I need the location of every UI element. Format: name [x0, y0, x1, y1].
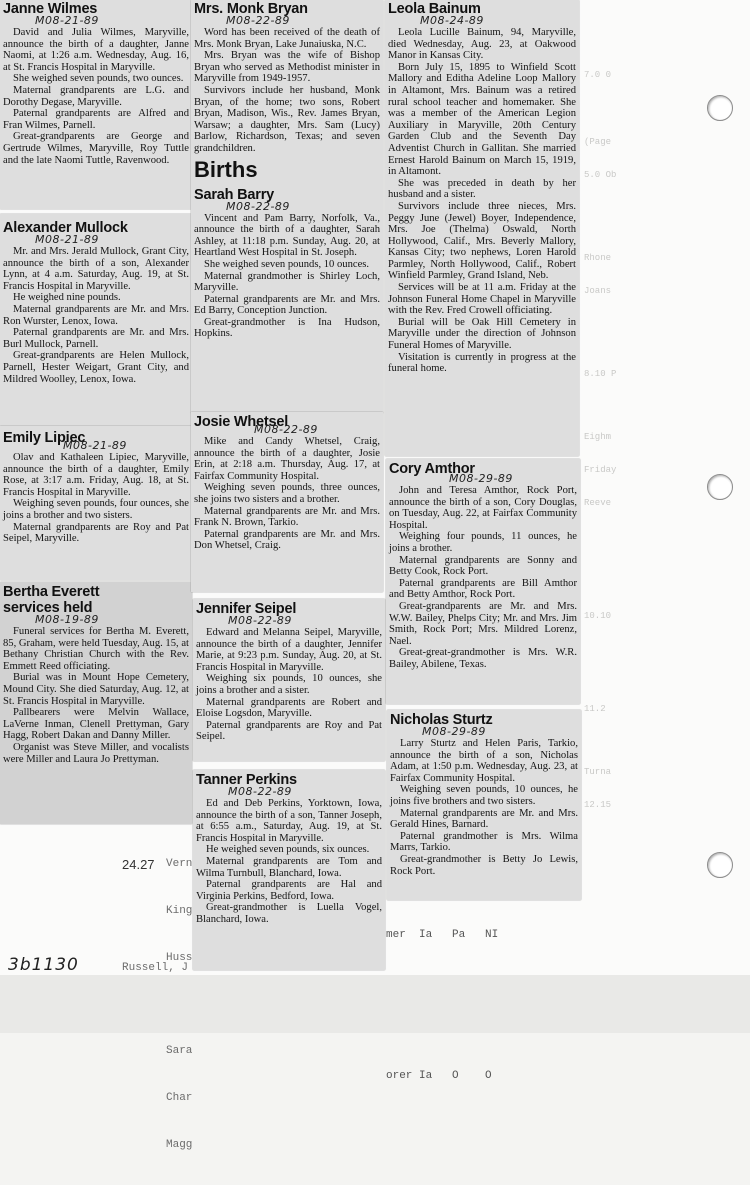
paragraph: Paternal grandparents are Mr. and Mrs. Don Whetsel, Craig.	[194, 528, 380, 552]
paragraph: Great-grandparents are Helen Mullock, Parnell, Hester Weigart, Grant City, and Mildred Woolley, Lenox, Iowa.	[3, 350, 189, 385]
clipping-seipel	[193, 599, 385, 761]
paragraph: Maternal grandparents are Robert and Eloise Logsdon, Maryville.	[196, 696, 382, 720]
clipping-title: Cory Amthor	[389, 461, 475, 477]
paragraph: Paternal grandparents are Bill Amthor and Betty Amthor, Rock Port.	[389, 577, 577, 601]
under-name: Russell, J	[122, 962, 189, 975]
paragraph: Paternal grandparents are Roy and Pat Seipel.	[196, 719, 382, 743]
paragraph: Visitation is currently in progress at the funeral home.	[388, 351, 576, 375]
paragraph: Maternal grandparents are L.G. and Dorothy Degase, Maryville.	[3, 84, 189, 108]
handwritten-date: M08-22-89	[226, 199, 290, 213]
bleed-line: Turna	[584, 767, 612, 777]
clipping-title: Nicholas Sturtz	[390, 712, 493, 728]
paragraph: She weighed seven pounds, 10 ounces.	[204, 258, 370, 270]
clipping-title: Tanner Perkins	[196, 772, 297, 788]
clipping-title: Emily Lipiec	[3, 430, 86, 446]
paragraph: Vincent and Pam Barry, Norfolk, Va., announce the birth of a daughter, Sarah Ashley, at 11:18 p.m. Sunday, Aug. 20, at Heartland West Hospital in St. Joseph.	[194, 212, 380, 259]
bleed-line: 5.0 Ob	[584, 170, 617, 180]
clipping-bryan	[191, 0, 383, 413]
scan-background	[0, 975, 750, 1033]
under-name: Huss	[166, 951, 193, 964]
paragraph: Mrs. Bryan was the wife of Bishop Bryan who served as Methodist minister in Maryville from 1949-1957.	[194, 50, 380, 85]
paragraph: Paternal grandmother is Mrs. Wilma Marrs, Tarkio.	[390, 830, 578, 854]
clipping-title-line2: services held	[3, 600, 93, 616]
punch-hole	[707, 474, 733, 500]
paragraph: Weighing seven pounds, four ounces, she joins a brother and two sisters.	[3, 498, 189, 521]
paragraph: Paternal grandparents are Hal and Virginia Perkins, Bedford, Iowa.	[196, 879, 382, 902]
under-row: orer Ia O O	[386, 1069, 492, 1082]
bleed-line: Eighm	[584, 432, 612, 442]
paragraph: She was preceded in death by her husband and a sister.	[388, 177, 576, 201]
clipping-title: Sarah Barry	[194, 186, 275, 203]
clipping-title: Alexander Mullock	[3, 220, 128, 236]
handwritten-date: M08-21-89	[35, 233, 99, 246]
paragraph: Paternal grandparents are Mr. and Mrs. Ed Barry, Conception Junction.	[194, 293, 380, 317]
clipping-amthor	[386, 459, 580, 704]
paragraph: Weighing four pounds, 11 ounces, he joins a brother.	[389, 531, 577, 554]
bleed-line: Rhone	[584, 253, 612, 263]
paragraph: Survivors include her husband, Monk Bryan, of the home; two sons, Robert Bryan, Madison, Wis., Rev. James Bryan, Warsaw; a daughter, Mrs. Sam (Lucy) Barlow, Richardson, Texas; and seven grandchildren.	[194, 84, 380, 154]
handwritten-date: M08-24-89	[420, 14, 484, 27]
paragraph: Mike and Candy Whetsel, Craig, announce the birth of a daughter, Josie Erin, at 2:18 a.m. Thursday, Aug. 17, at Fairfax Community Hospital.	[194, 436, 380, 482]
paragraph: John and Teresa Amthor, Rock Port, announce the birth of a son, Cory Douglas, on Tuesday, Aug. 22, at Fairfax Community Hospital.	[389, 485, 577, 531]
handwritten-date: M08-22-89	[226, 14, 290, 27]
paragraph: Ed and Deb Perkins, Yorktown, Iowa, announce the birth of a son, Tanner Joseph, at 6:55 a.m., Saturday, Aug. 19, at St. Francis Hospital in Maryville.	[196, 798, 382, 844]
paragraph: David and Julia Wilmes, Maryville, announce the birth of a daughter, Janne Naomi, at 1:26 a.m. Wednesday, Aug. 16, at St. Francis Hospital in Maryville.	[3, 27, 189, 73]
clipping-bainum	[385, 0, 579, 456]
bleed-line: 10.10	[584, 611, 612, 621]
under-number: 24.27	[122, 857, 155, 872]
paragraph: Great-grandmother is Ina Hudson, Hopkins.	[194, 316, 380, 340]
under-name: Magg	[166, 1138, 193, 1151]
paragraph: Paternal grandparents are Mr. and Mrs. Burl Mullock, Parnell.	[3, 327, 189, 350]
paragraph: Great-grandmother is Luella Vogel, Blanchard, Iowa.	[196, 902, 382, 925]
bleed-line: Friday	[584, 465, 617, 475]
paragraph: Weighing six pounds, 10 ounces, she joins a brother and a sister.	[196, 673, 382, 696]
clipping-title: Bertha Everett	[3, 584, 100, 600]
bleed-line: (Page	[584, 137, 612, 147]
paragraph: He weighed nine pounds.	[13, 292, 121, 304]
handwritten-date: M08-22-89	[228, 785, 292, 798]
clipping-title: Mrs. Monk Bryan	[194, 1, 308, 17]
bleed-line: 12.15	[584, 800, 612, 810]
paragraph: Larry Sturtz and Helen Paris, Tarkio, announce the birth of a son, Nicholas Adam, at 1:50 p.m. Wednesday, Aug. 23, at Fairfax Community Hospital.	[390, 738, 578, 784]
paragraph: Great-grandmother is Betty Jo Lewis, Rock Port.	[390, 853, 578, 877]
under-name: Vern	[166, 858, 193, 871]
clipping-perkins	[193, 770, 385, 970]
paragraph: Services will be at 11 a.m. Friday at the Johnson Funeral Home Chapel in Maryville with the Rev. Fred Crowell officiating.	[388, 282, 576, 317]
clipping-title: Leola Bainum	[388, 1, 481, 17]
paragraph: Maternal grandparents are Mr. and Mrs. Gerald Hines, Barnard.	[390, 807, 578, 831]
clipping-mullock	[0, 214, 192, 432]
handwritten-date: M08-19-89	[35, 613, 99, 626]
paragraph: Survivors include three nieces, Mrs. Peggy June (Jewel) Boyer, Independence, Mrs. Joe (Thelma) Oswald, North Hollywood, Calif., Mrs. Beverly Mallory, Kansas City; two nephews, Loren Harold Parmley, North Hollywood, Calif., Robert Winfield Parmley, Grand Island, Neb.	[388, 200, 576, 282]
paragraph: Funeral services for Bertha M. Everett, 85, Graham, were held Tuesday, Aug. 15, at Bethany Christian Church with the Rev. Emmett Reed officiating.	[3, 626, 189, 672]
paragraph: Word has been received of the death of Mrs. Monk Bryan, Lake Junaiuska, N.C.	[194, 27, 380, 50]
paragraph: Paternal grandparents are Alfred and Fran Wilmes, Parnell.	[3, 108, 189, 131]
paragraph: Mr. and Mrs. Jerald Mullock, Grant City, announce the birth of a son, Alexander Lynn, at 4 a.m. Saturday, Aug. 19, at St. Francis Hospital in Maryville.	[3, 246, 189, 292]
bleed-through-text	[584, 48, 616, 833]
bleed-line: Joans	[584, 286, 612, 296]
paragraph: Weighing seven pounds, three ounces, she joins two sisters and a brother.	[194, 482, 380, 505]
paragraph: He weighed seven pounds, six ounces.	[206, 844, 370, 856]
clipping-title: Janne Wilmes	[3, 1, 98, 17]
paragraph: Burial will be Oak Hill Cemetery in Maryville under the direction of Johnson Funeral Homes of Maryville.	[388, 316, 576, 352]
page-number: 3b1130	[8, 955, 79, 975]
under-row: mer Ia Pa NI	[386, 929, 499, 942]
handwritten-date: M08-21-89	[35, 14, 99, 27]
handwritten-date: M08-22-89	[254, 423, 318, 436]
under-name: Char	[166, 1092, 193, 1105]
clipping-wilmes	[0, 0, 192, 209]
paragraph: Great-grandparents are Mr. and Mrs. W.W. Bailey, Phelps City; Mr. and Mrs. Jim Smith, Rock Port; Mrs. Mildred Lorenz, Nael.	[389, 600, 577, 647]
under-name: Sara	[166, 1045, 193, 1058]
handwritten-date: M08-22-89	[228, 614, 292, 627]
births-heading: Births	[194, 156, 258, 182]
paragraph: Pallbearers were Melvin Wallace, LaVerne Inman, Clenell Prettyman, Gary Hagg, Robert Dakan and Danny Miller.	[3, 707, 189, 742]
paragraph: Maternal grandparents are Roy and Pat Seipel, Maryville.	[3, 521, 189, 545]
under-name: King	[166, 904, 193, 917]
handwritten-date: M08-29-89	[449, 472, 513, 485]
paragraph: Great-great-grandmother is Mrs. W.R. Bailey, Abilene, Texas.	[389, 647, 577, 670]
paragraph: Maternal grandparents are Tom and Wilma Turnbull, Blanchard, Iowa.	[196, 855, 382, 879]
clipping-whetsel	[191, 412, 383, 592]
bleed-line: 8.10 P	[584, 369, 617, 379]
paragraph: Maternal grandparents are Mr. and Mrs. Ron Wurster, Lenox, Iowa.	[3, 303, 189, 327]
bleed-line: 11.2	[584, 704, 606, 714]
handwritten-date: M08-21-89	[63, 439, 127, 452]
paragraph: Weighing seven pounds, 10 ounces, he joins five brothers and two sisters.	[390, 784, 578, 807]
paragraph: Maternal grandmother is Shirley Loch, Maryville.	[194, 270, 380, 294]
clipping-everett	[0, 582, 192, 824]
punch-hole	[707, 852, 733, 878]
paragraph: Maternal grandparents are Mr. and Mrs. Frank N. Brown, Tarkio.	[194, 505, 380, 529]
paragraph: Great-grandparents are George and Gertrude Wilmes, Maryville, Roy Tuttle and the late Naomi Tuttle, Ravenwood.	[3, 131, 189, 166]
paragraph: Leola Lucille Bainum, 94, Maryville, died Wednesday, Aug. 23, at Oakwood Manor in Kansas City.	[388, 27, 576, 62]
paragraph: She weighed seven pounds, two ounces.	[13, 73, 184, 85]
paragraph: Olav and Kathaleen Lipiec, Maryville, announce the birth of a daughter, Emily Rose, at 3:17 a.m. Friday, Aug. 18, at St. Francis Hospital in Maryville.	[3, 452, 189, 498]
clipping-sturtz	[387, 710, 581, 900]
paragraph: Burial was in Mount Hope Cemetery, Mound City. She died Saturday, Aug. 12, at St. Francis Hospital in Maryville.	[3, 672, 189, 707]
punch-hole	[707, 95, 733, 121]
clipping-title: Jennifer Seipel	[196, 601, 297, 617]
clipping-title: Josie Whetsel	[194, 414, 289, 430]
paragraph: Maternal grandparents are Sonny and Betty Cook, Rock Port.	[389, 554, 577, 578]
clipping-lipiec	[0, 426, 192, 580]
bleed-line: 7.0 0	[584, 70, 612, 80]
bleed-line: Reeve	[584, 498, 612, 508]
handwritten-date: M08-29-89	[422, 725, 486, 738]
paragraph: Edward and Melanna Seipel, Maryville, announce the birth of a daughter, Jennifer Marie, at 9:23 p.m. Sunday, Aug. 20, at St. Francis Hospital in Maryville.	[196, 627, 382, 673]
paragraph: Organist was Steve Miller, and vocalists were Miller and Laura Jo Prettyman.	[3, 741, 189, 765]
paragraph: Born July 15, 1895 to Winfield Scott Mallory and Editha Adeline Loop Mallory in Altamont, Mrs. Bainum was a retired rural school teacher and homemaker. She was a member of the American Legion Auxiliary in Maryville, 20th Century Garden Club and the Seventh Day Adventist Church in Gallitan. She married Ernest Harold Bainum on March 15, 1919, in Altamont.	[388, 61, 576, 178]
